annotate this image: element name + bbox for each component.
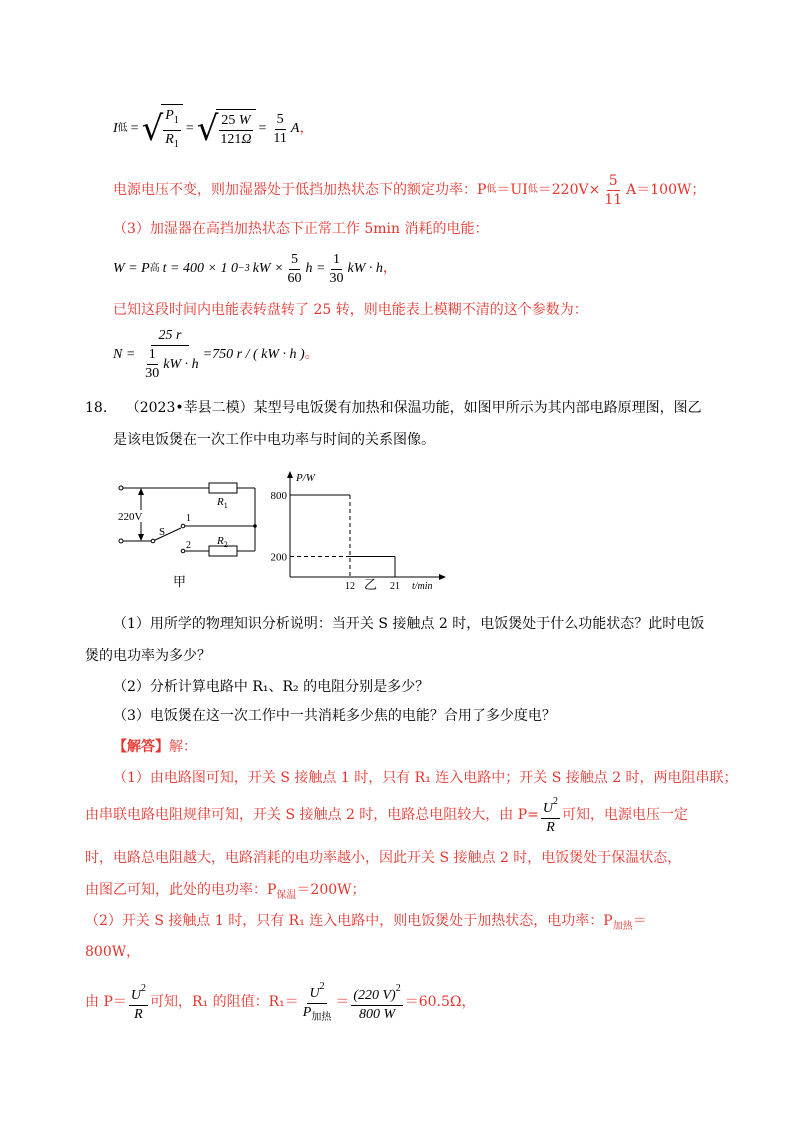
power-low-sub2: 低 (527, 184, 538, 195)
power-low-tail: A＝100W； (626, 182, 706, 198)
answer-heading (113, 737, 197, 757)
y-tick-label: 200 (270, 551, 287, 564)
y-tick-label: 800 (270, 490, 287, 502)
ans2c-eq: ＝ (335, 994, 350, 1010)
equation-n (113, 324, 319, 386)
q18-source: （2023•莘县二模） (125, 400, 254, 416)
r2-sub: 2 (223, 540, 228, 549)
res-comma: ， (299, 121, 314, 136)
power-time-chart (262, 465, 447, 590)
sub-q1: （1）用所学的物理知识分析说明：当开关 S 接触点 2 时，电饭煲处于什么功能状态？此时电饭 (113, 616, 705, 632)
eq-n-den-frac-den: 30 (145, 366, 160, 381)
eq-w-frac1-den: 60 (287, 270, 302, 286)
ans2c-frac3-den: 800 W (358, 1007, 396, 1022)
resistor-r1 (209, 483, 237, 493)
ans2b: 800W， (85, 944, 141, 960)
r-den-sub: 1 (173, 139, 179, 150)
res-den: 11 (273, 130, 287, 146)
svg-text:R2 (216, 535, 228, 549)
line-power-low (113, 170, 705, 210)
ans1a: （1）由电路图可知，开关 S 接触点 1 时，只有 R₁ 连入电路中；开关 S 接触点 2 时，两电阻串联； (113, 770, 738, 786)
r2-label: R (217, 535, 224, 547)
ans1c: 时，电路总电阻越大，电路消耗的电功率越小，因此开关 S 接触点 2 时，电饭煲处于保温状态， (85, 850, 682, 866)
power-low-sub1: 低 (486, 184, 497, 195)
chart-caption: 乙 (364, 578, 378, 590)
power-low-text: 电源电压不变，则加湿器处于低挡加热状态下的额定功率：P (113, 182, 487, 198)
ans1b-num: U (542, 801, 554, 816)
ans2c-frac-num: U (130, 988, 141, 1003)
x-tick-label: 12 (345, 581, 355, 590)
q18-number: 18. (85, 400, 108, 416)
ans1b: 由串联电路电阻规律可知，开关 S 接触点 2 时，电路总电阻较大，由 P= $\frac{U^2}{R}$ 可知，电源电压一定 (85, 795, 688, 835)
eq-w-unit2: kW · h (347, 261, 383, 276)
val-den-unit: Ω (241, 132, 252, 147)
val-num-unit: W (238, 113, 251, 128)
r1-label: R (217, 496, 224, 508)
svg-text:R1 (216, 496, 228, 510)
eq-w-frac2-num: 1 (331, 251, 342, 270)
circuit-switch-label: S (159, 526, 166, 538)
ans1b-post: 可知，电源电压一定 (562, 807, 689, 823)
eq-w-frac1-num: 5 (289, 251, 300, 270)
ans2c-result: ＝60.5Ω， (404, 994, 476, 1010)
p-num: P (165, 108, 174, 123)
circuit-caption: 甲 (173, 575, 187, 590)
q18-text1: 某型号电饭煲有加热和保温功能，如图甲所示为其内部电路原理图，图乙 (253, 400, 702, 416)
ans2c-frac2-den: P (302, 1004, 312, 1020)
sub-q2: （2）分析计算电路中 R₁、R₂ 的电阻分别是多少？ (113, 679, 430, 695)
sub-q1b: 煲的电功率为多少？ (85, 648, 211, 664)
ans1b-den: R (546, 820, 555, 835)
eq-n-den-frac-num: 1 (147, 346, 158, 365)
ans2c-frac2-den-sub: 加热 (311, 1011, 332, 1023)
circuit-voltage-label: 220V (118, 511, 143, 523)
power-low-frac-num: 5 (608, 172, 618, 189)
chart-xlabel: t/min (412, 581, 433, 590)
ans1d-post: ＝200W； (296, 882, 366, 898)
ans1d (85, 880, 366, 906)
eq-w-lhs-sub: 高 (149, 263, 160, 274)
r1-sub: 1 (223, 501, 228, 510)
equation-i-low: I 低 = √ $\frac{P_1}{R_1}$ = √ $\frac{25 W}{121\Omega}$ = $\frac{5}{11}$ A ， (113, 104, 313, 154)
eq-i-lhs-sub: 低 (117, 123, 128, 134)
line-q3: （3）加湿器在高挡加热状态下正常工作 5min 消耗的电能： (113, 221, 489, 237)
ans2c-frac-den: R (134, 1007, 143, 1022)
eq-w-h1: h = (305, 261, 326, 276)
ans2c-frac2-num: U (309, 985, 320, 1001)
circuit-contact1-label: 1 (186, 513, 191, 524)
ans2c: 由 P＝ $\frac{U^2}{R}$ 可知，R₁ 的阻值：R₁＝ $\frac{U^2}{P_{加热}}$ ＝ $\frac{(220 V)^2}{800 W}$ ＝60.5Ω， (85, 972, 476, 1032)
eq-n-den-unit: kW · h (163, 356, 199, 372)
line-meter: 已知这段时间内电能表转盘转了 25 转，则电能表上模糊不清的这个参数为： (113, 302, 588, 318)
answer-tag: 【解答】 (113, 739, 169, 755)
eq-w-lhs: W = P (113, 261, 150, 276)
eq-w-unit1: kW × (252, 261, 284, 276)
x-tick-label: 21 (390, 581, 400, 590)
eq-w-frac2-den: 30 (329, 270, 344, 286)
q18-line1 (85, 398, 702, 418)
chart-ylabel: P/W (296, 472, 315, 484)
ans1d-pre: 由图乙可知，此处的电功率：P (85, 882, 277, 898)
eq-n-lhs: N = (113, 347, 136, 362)
ans2a-sub: 加热 (612, 921, 633, 932)
eq-n-result: =750 r / ( kW · h ) (202, 347, 305, 362)
ans2a-post: ＝ (632, 913, 647, 929)
val-num: 25 (221, 113, 236, 128)
eq-w-mid: t = 400 × 1 0 (162, 261, 238, 276)
val-den: 121 (220, 132, 242, 147)
ans2a (85, 911, 647, 937)
eq-i-lhs: I (113, 121, 118, 136)
answer-tag-suffix: 解： (169, 739, 197, 755)
power-low-mid: ＝UI (496, 182, 528, 198)
eq-w-comma: ， (382, 261, 397, 276)
equation-w (113, 248, 397, 290)
ans1b-pre: 由串联电路电阻规律可知，开关 S 接触点 2 时，电路总电阻较大，由 P= (85, 807, 539, 823)
q18-line2: 是该电饭煲在一次工作中电功率与时间的关系图像。 (113, 432, 435, 448)
res-num: 5 (275, 111, 286, 130)
power-low-mid2: ＝220V× (537, 182, 601, 198)
circuit-diagram (113, 478, 263, 593)
p-num-sub: 1 (173, 115, 179, 126)
ans1d-sub: 保温 (276, 890, 297, 901)
res-unit: A (290, 121, 300, 136)
power-low-frac-den: 11 (604, 191, 623, 208)
ans2c-pre: 由 P＝ (85, 994, 127, 1010)
r-den: R (165, 132, 174, 147)
ans2c-frac3-num: (220 V) (353, 988, 396, 1003)
eq-w-exp: −3 (237, 263, 250, 274)
ans2a-pre: （2）开关 S 接触点 1 时，只有 R₁ 连入电路中，则电饭煲处于加热状态，电功率：P (85, 913, 613, 929)
circuit-contact2-label: 2 (186, 540, 191, 551)
sqrt-1: √ $\frac{P_1}{R_1}$ (142, 104, 183, 154)
sqrt-2: √ $\frac{25 W}{121\Omega}$ (197, 109, 256, 149)
eq-n-num: 25 r (151, 327, 190, 346)
sub-q3: （3）电饭煲在这一次工作中一共消耗多少焦的电能？合用了多少度电？ (113, 708, 556, 724)
ans2c-mid: 可知，R₁ 的阻值：R₁＝ (150, 994, 299, 1010)
eq-n-period: 。 (304, 347, 319, 362)
